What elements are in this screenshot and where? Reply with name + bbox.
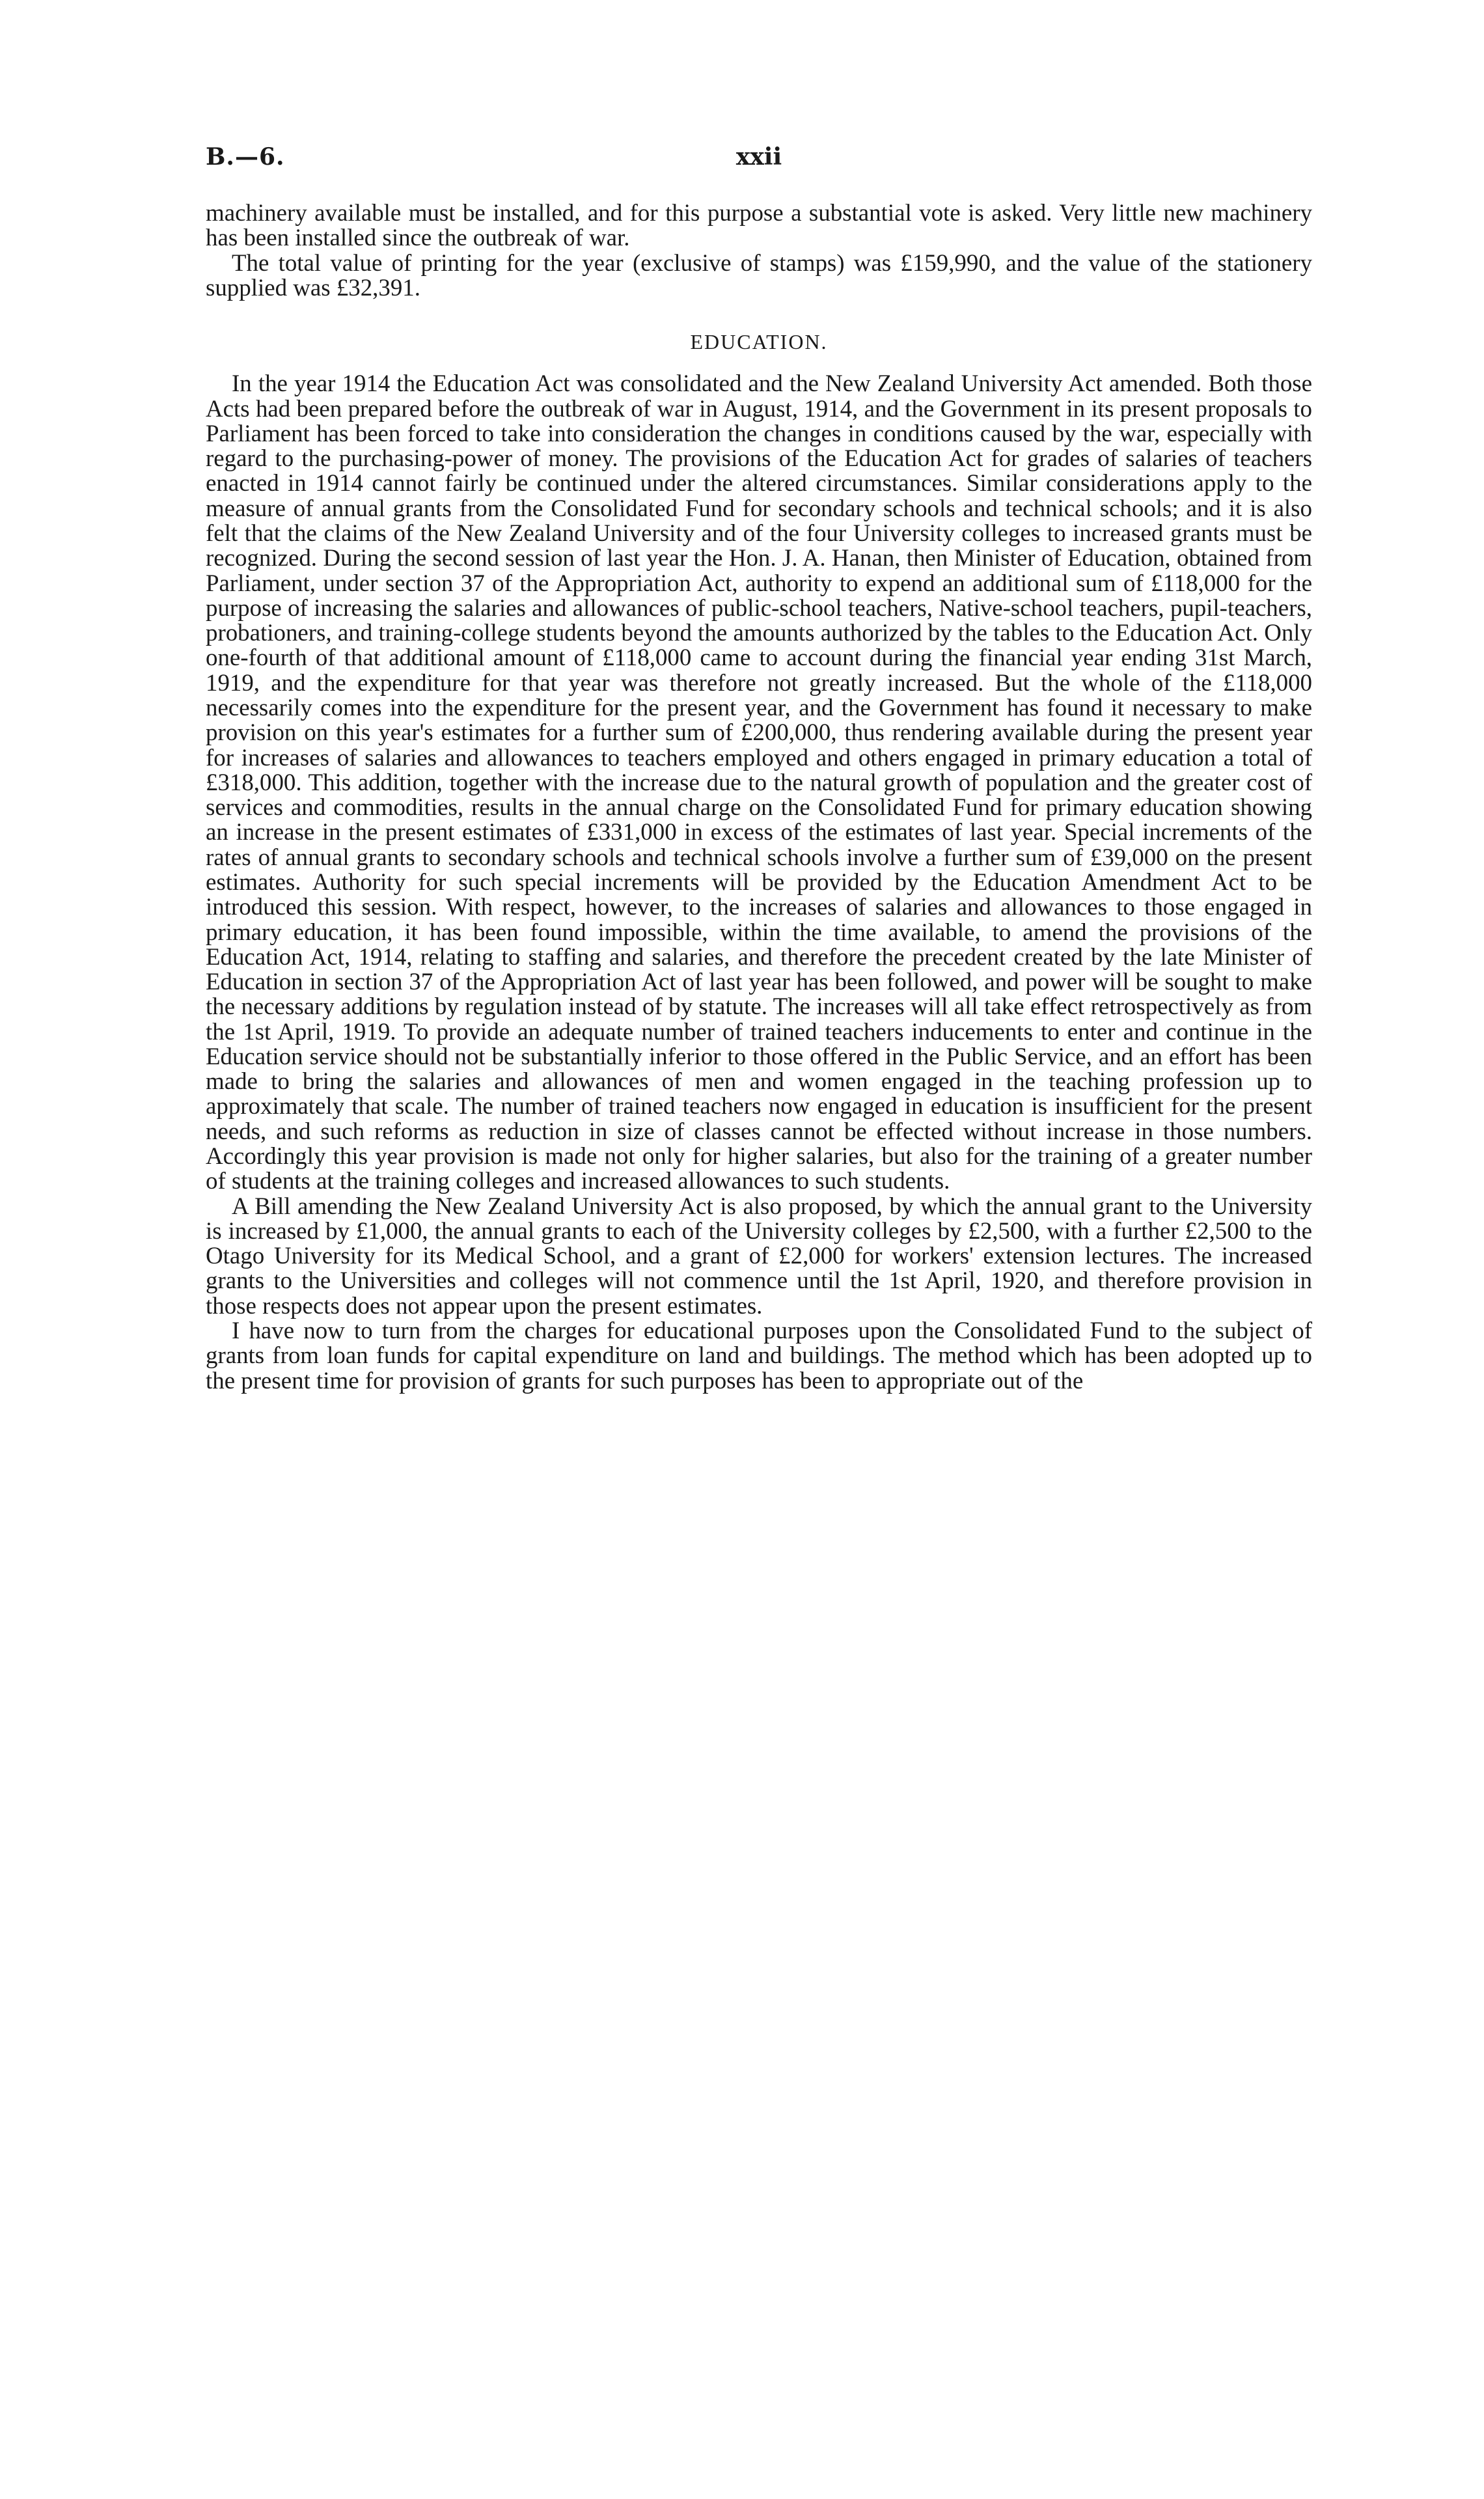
paper-reference: B.—6. (206, 143, 285, 171)
page-number: xxii (735, 143, 782, 171)
paragraph-loan-funds: I have now to turn from the charges for educational purposes upon the Consolidated Fund to the subject of grants from loan funds for capital expenditure on land and buildings. The method which has been adopted up to the present time for provision of grants for such purposes has been to appropriate out of the (206, 1317, 1312, 1394)
paragraph-printing-value: The total value of printing for the year (exclusive of stamps) was £159,990, and the value of the stationery supplied was £32,391. (206, 249, 1312, 301)
paragraph-continued: machinery available must be installed, and for this purpose a substantial vote is asked. Very little new machinery has been installed since the outbreak of war. (206, 199, 1312, 251)
document-page (206, 130, 1312, 1393)
section-heading-education: EDUCATION. (690, 330, 828, 354)
body-text (206, 200, 1312, 1393)
paragraph-university-bill: A Bill amending the New Zealand University Act is also proposed, by which the annual grant to the University is increased by £1,000, the annual grants to each of the University colleges by £2,500, with a further £2,500 to the Otago University for its Medical School, and a grant of £2,000 for workers' extension lectures. The increased grants to the Universities and colleges will not commence until the 1st April, 1920, and therefore provision in those respects does not appear upon the present estimates. (206, 1192, 1312, 1319)
paragraph-education-act: In the year 1914 the Education Act was consolidated and the New Zealand University Act amended. Both those Acts had been prepared before the outbreak of war in August, 1914, and the Government in its present proposals to Parliament has been forced to take into consideration the changes in conditions caused by the war, especially with regard to the purchasing-power of money. The provisions of the Education Act for grades of salaries of teachers enacted in 1914 cannot fairly be continued under the altered circumstances. Similar considerations apply to the measure of annual grants from the Consolidated Fund for secondary schools and technical schools; and it is also felt that the claims of the New Zealand University and of the four University colleges to increased grants must be recognized. During the second session of last year the Hon. J. A. Hanan, then Minister of Education, obtained from Parliament, under section 37 of the Appropriation Act, authority to expend an additional sum of £118,000 for the purpose of increasing the salaries and allowances of public-school teachers, Native-school teachers, pupil-teachers, probationers, and training-college students beyond the amounts authorized by the tables to the Education Act. Only one-fourth of that additional amount of £118,000 came to account during the financial year ending 31st March, 1919, and the expenditure for that year was therefore not greatly increased. But the whole of the £118,000 necessarily comes into the expenditure for the present year, and the Government has found it necessary to make provision on this year's estimates for a further sum of £200,000, thus rendering available during the present year for increases of salaries and allowances to teachers employed and others engaged in primary education a total of £318,000. This addition, together with the increase due to the natural growth of population and the greater cost of services and commodities, results in the annual charge on the Consolidated Fund for primary education showing an increase in the present estimates of £331,000 in excess of the estimates of last year. Special increments of the rates of annual grants to secondary schools and technical schools involve a further sum of £39,000 on the present estimates. Authority for such special increments will be provided by the Education Amendment Act to be introduced this session. With respect, however, to the increases of salaries and allowances to those engaged in primary education, it has been found impossible, within the time available, to amend the provisions of the Education Act, 1914, relating to staffing and salaries, and therefore the precedent created by the late Minister of Education in section 37 of the Appropriation Act of last year has been followed, and power will be sought to make the necessary additions by regulation instead of by statute. The increases will all take effect retrospectively as from the 1st April, 1919. To provide an adequate number of trained teachers inducements to enter and continue in the Education service should not be substantially inferior to those offered in the Public Service, and an effort has been made to bring the salaries and allowances of men and women engaged in the teaching profession up to approximately that scale. The number of trained teachers now engaged in education is insufficient for the present needs, and such reforms as reduction in size of classes cannot be effected without increase in those numbers. Accordingly this year provision is made not only for higher salaries, but also for the training of a greater number of students at the training colleges and increased allowances to such students. (206, 370, 1312, 1194)
page-header (206, 130, 1312, 182)
